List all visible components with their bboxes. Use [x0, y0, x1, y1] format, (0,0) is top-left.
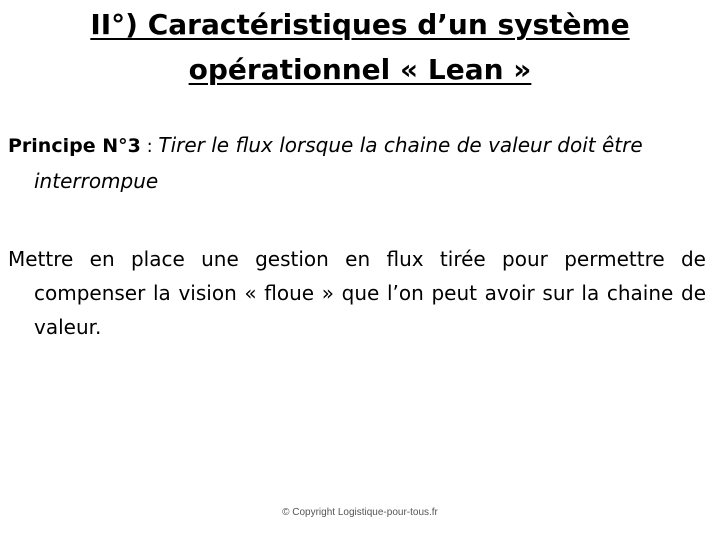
principle-label: Principe N°3 — [8, 135, 141, 157]
title-line-1: II°) Caractéristiques d’un système — [90, 8, 630, 41]
slide-title — [40, 2, 680, 92]
principle-text: Tirer le flux lorsque la chaine de valeur doit être interrompue — [34, 133, 643, 193]
title-line-2: opérationnel « Lean » — [188, 53, 532, 86]
principle-paragraph — [8, 128, 712, 198]
body-paragraph: Mettre en place une gestion en flux tirée pour permettre de compenser la vision « floue » que l’on peut avoir sur la chaine de valeur. — [8, 247, 706, 339]
copyright-footer: © Copyright Logistique-pour-tous.fr — [282, 507, 438, 518]
principle-separator: : — [140, 136, 159, 157]
